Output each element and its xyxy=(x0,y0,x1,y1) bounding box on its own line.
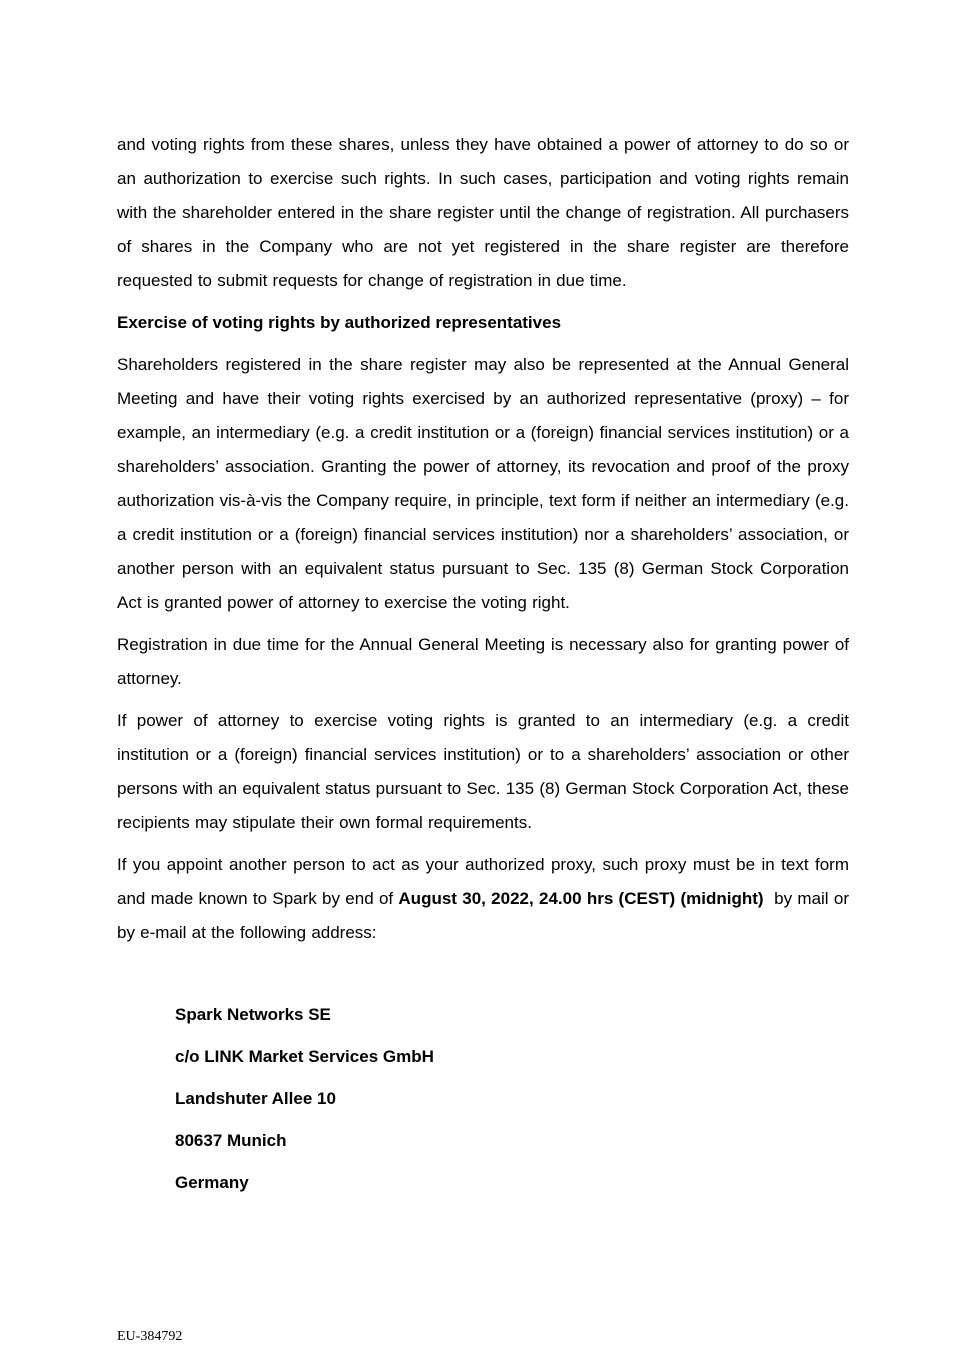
paragraph-registration-due-time: Registration in due time for the Annual General Meeting is necessary also for granting power of attorney. xyxy=(117,635,849,688)
section-heading-voting-rights: Exercise of voting rights by authorized representatives xyxy=(117,313,562,332)
paragraph-proxy-representation: Shareholders registered in the share register may also be represented at the Annual General Meeting and have their voting rights exercised by an authorized representative (proxy) – for example, an intermediary (e.g. a credit institution or a (foreign) financial services institution) or a shareholders’ association. Granting the power of attorney, its revocation and proof of the proxy authorization vis-à-vis the Company require, in principle, text form if neither an intermediary (e.g. a credit institution or a (foreign) financial services institution) nor a shareholders’ association, or another person with an equivalent status pursuant to Sec. 135 (8) German Stock Corporation Act is granted power of attorney to exercise the voting right. xyxy=(117,355,849,612)
paragraph-proxy-deadline xyxy=(117,848,849,950)
address-country: Germany xyxy=(175,1173,249,1192)
address-company-name: Spark Networks SE xyxy=(175,1005,331,1024)
address-city: 80637 Munich xyxy=(175,1131,287,1150)
proxy-deadline-date: August 30, 2022, 24.00 hrs (CEST) (midnight) xyxy=(398,889,764,908)
document-number: EU-384792 xyxy=(117,1329,183,1344)
address-street: Landshuter Allee 10 xyxy=(175,1089,336,1108)
address-care-of: c/o LINK Market Services GmbH xyxy=(175,1047,434,1066)
address-block xyxy=(175,998,849,1200)
paragraph-registration-rights: and voting rights from these shares, unless they have obtained a power of attorney to do so or an authorization to exercise such rights. In such cases, participation and voting rights remain with the shareholder entered in the share register until the change of registration. All purchasers of shares in the Company who are not yet registered in the share register are therefore requested to submit requests for change of registration in due time. xyxy=(117,135,849,290)
document-body xyxy=(117,128,849,1208)
proxy-deadline-text-pre: If you appoint another person to act as your authorized proxy, such proxy must be in text form and made known to Spark by end of xyxy=(117,855,849,908)
proxy-deadline-text-post: by mail or by e-mail at the following address: xyxy=(117,889,849,942)
paragraph-intermediary-requirements: If power of attorney to exercise voting rights is granted to an intermediary (e.g. a credit institution or a (foreign) financial services institution) or to a shareholders’ association or other persons with an equivalent status pursuant to Sec. 135 (8) German Stock Corporation Act, these recipients may stipulate their own formal requirements. xyxy=(117,711,849,832)
